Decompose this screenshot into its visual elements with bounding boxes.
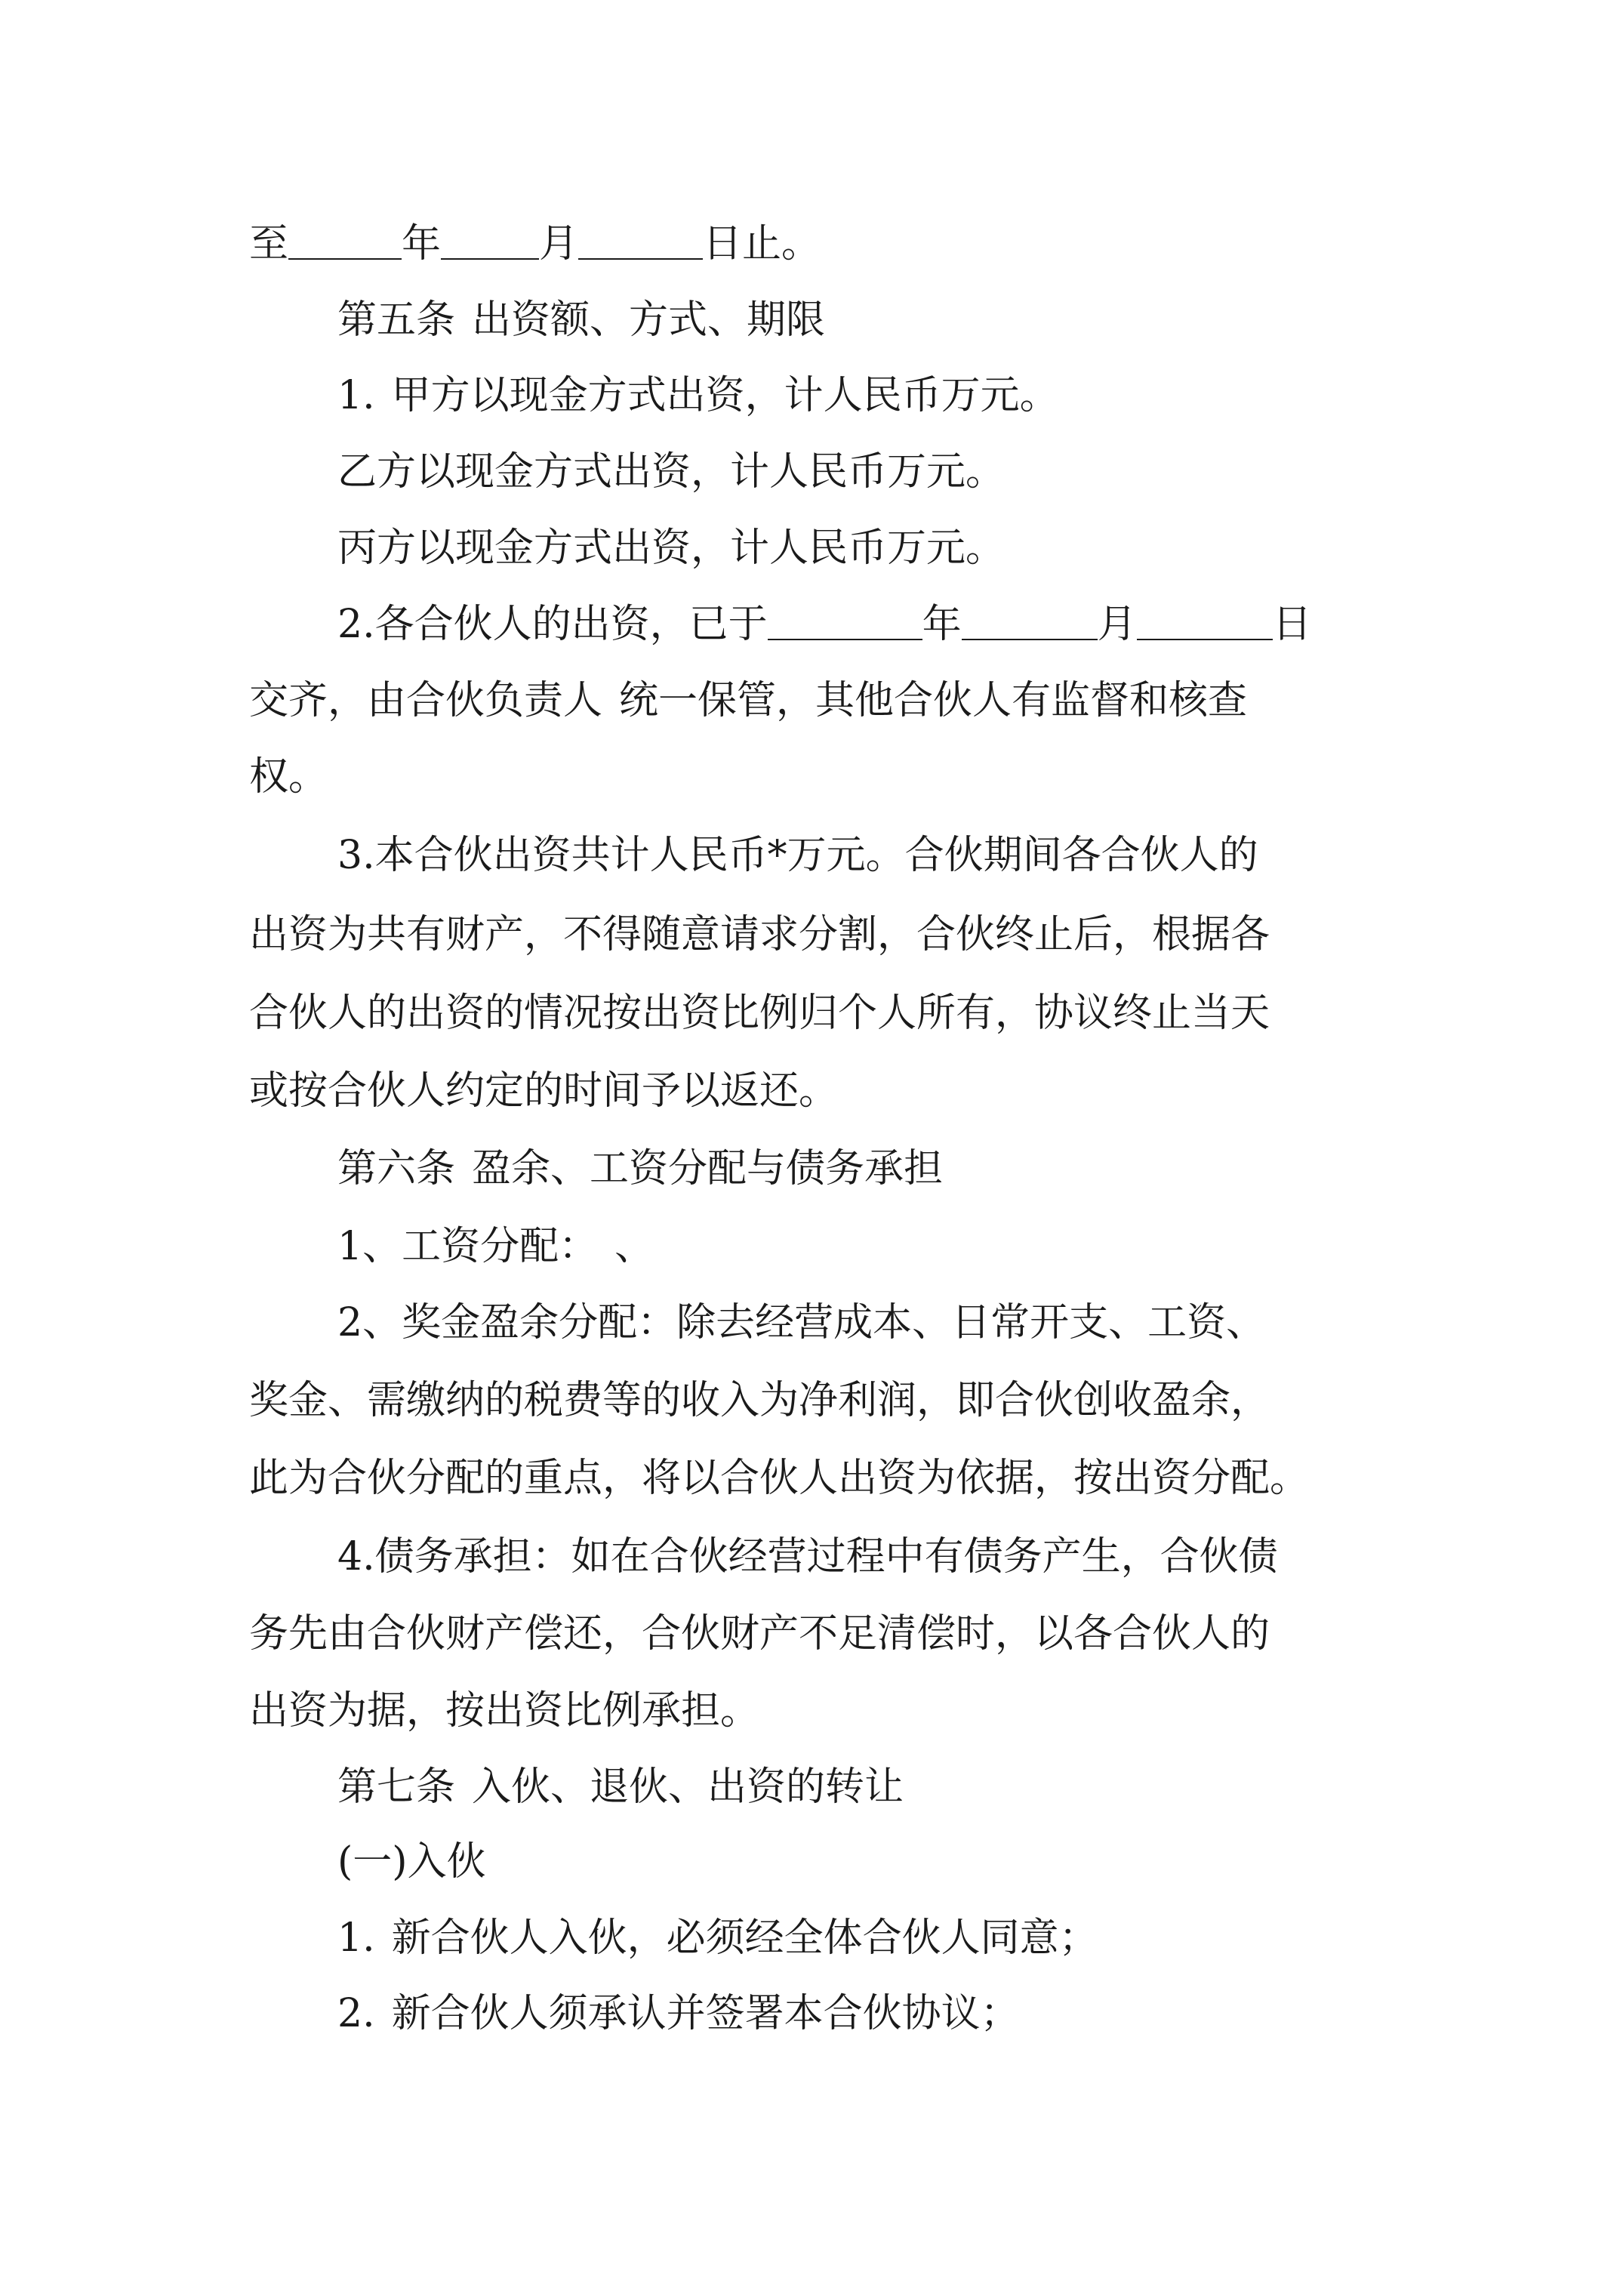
text-fragment: 统一保管，其他合伙人有监督和核查 — [619, 678, 1248, 723]
text-fragment: 年 — [922, 602, 962, 647]
text-line — [337, 1224, 654, 1269]
text-line: 出资为据，按出资比例承担。 — [249, 1688, 760, 1734]
article-7-heading — [337, 1764, 904, 1810]
text-fragment: 交齐，由合伙负责人 — [249, 678, 603, 723]
text-line — [337, 1991, 1020, 2036]
text-line: 奖金、需缴纳的税费等的收入为净利润，即合伙创收盈余， — [249, 1378, 1270, 1423]
text-line: 合伙人的出资的情况按出资比例归个人所有，协议终止当天 — [249, 991, 1270, 1036]
text-fragment: 2.各合伙人的出资，已于 — [337, 602, 768, 647]
text-fragment: 日止。 — [703, 221, 821, 267]
blank-year — [288, 257, 402, 260]
blank-day — [1137, 638, 1273, 640]
item-text: 新合伙人须承认并签署本合伙协议； — [391, 1991, 1020, 2036]
text-line: 乙方以现金方式出资，计人民币万元。 — [337, 449, 1006, 495]
item-text: 新合伙人入伙，必须经全体合伙人同意； — [391, 1915, 1098, 1961]
text-line: 出资为共有财产，不得随意请求分割，合伙终止后，根据各 — [249, 912, 1270, 957]
blank-month — [441, 257, 539, 260]
text-line-date-end — [249, 221, 821, 267]
text-fragment: 、 — [614, 1224, 654, 1269]
blank-year — [768, 638, 922, 640]
article-number: 第六条 — [337, 1146, 456, 1191]
article-6-heading — [337, 1146, 944, 1191]
item-number: 1. — [337, 373, 375, 418]
text-line: 3.本合伙出资共计人民币*万元。合伙期间各合伙人的 — [337, 833, 1258, 878]
text-fragment: 月 — [1097, 602, 1137, 647]
text-line: 权。 — [249, 754, 328, 800]
article-title: 入伙、退伙、出资的转让 — [472, 1764, 904, 1810]
article-title: 出资额、方式、期限 — [472, 297, 826, 343]
text-fragment: 年 — [402, 221, 442, 267]
item-text: 甲方以现金方式出资，计人民币万元。 — [391, 373, 1059, 418]
text-fragment: 月 — [539, 221, 579, 267]
text-line: 丙方以现金方式出资，计人民币万元。 — [337, 525, 1006, 571]
text-line — [249, 678, 1248, 723]
text-line: 或按合伙人约定的时间予以返还。 — [249, 1068, 839, 1114]
blank-month — [962, 638, 1098, 640]
text-line: 4.债务承担：如在合伙经营过程中有债务产生，合伙债 — [337, 1534, 1278, 1579]
blank-day — [578, 257, 703, 260]
text-fragment: 1、工资分配： — [337, 1224, 599, 1269]
text-line — [337, 373, 1059, 418]
text-fragment: 至 — [249, 221, 289, 267]
text-line — [337, 1915, 1098, 1961]
text-fragment: 日 — [1272, 602, 1312, 647]
article-5-heading — [337, 297, 826, 343]
text-line: 此为合伙分配的重点，将以合伙人出资为依据，按出资分配。 — [249, 1456, 1310, 1501]
item-number: 1. — [337, 1915, 375, 1961]
item-number: 2. — [337, 1991, 375, 2036]
article-title: 盈余、工资分配与债务承担 — [472, 1146, 944, 1191]
text-line: 2、奖金盈余分配：除去经营成本、日常开支、工资、 — [337, 1300, 1266, 1345]
article-number: 第七条 — [337, 1764, 456, 1810]
text-line-contribution-date — [337, 602, 1312, 647]
section-heading: (一)入伙 — [337, 1839, 486, 1885]
text-line: 务先由合伙财产偿还，合伙财产不足清偿时，以各合伙人的 — [249, 1611, 1270, 1657]
article-number: 第五条 — [337, 297, 456, 343]
